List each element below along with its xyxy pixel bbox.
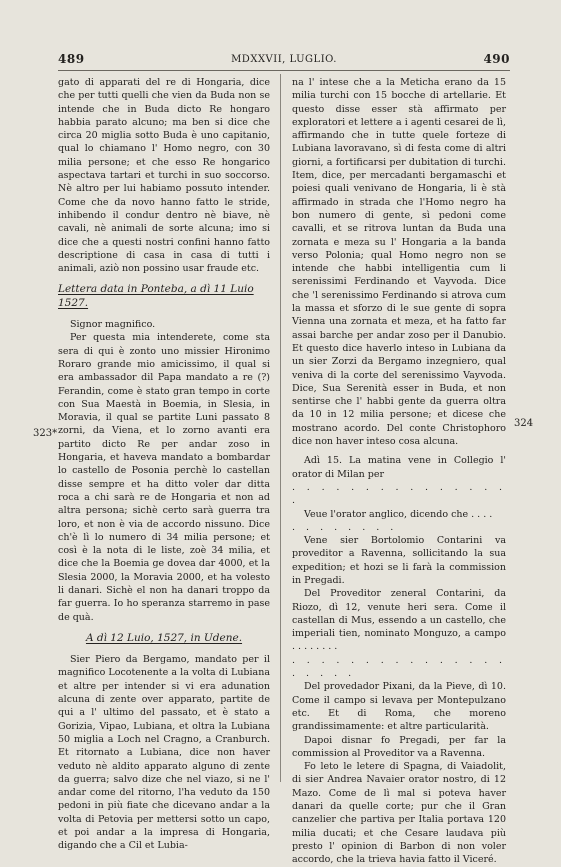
salutation: Signor magnifico.	[70, 319, 156, 331]
paragraph: Sier Piero da Bergamo, mandato per il magnifico Locotenente a la volta di Lubiana et altre per intender si vi era adunation alcuna di zente over apparato, partite de qui a l' ultimo del passato, et è stato a Gorizia, Vipao, Lubiana, et oltra la Lubiana 50 miglia a Loch nel Cragno, a Cranburch. Et ritornato a Lubiana, dice non haver veduto nè aldito apparato alguno di zente da guerra; salvo dize che nel viazo, si ne l' andar come del ritorno, l'ha veduto da 150 pedoni in più fiate che dicevano andar a la volta di Petovia per mettersi sotto un capo, et poi andar a la impresa di Hongaria, digando che a Cil et Lubia-	[58, 654, 270, 852]
diary-entry: Del Proveditor zeneral Contarini, da Riozo, dì 12, venute heri sera. Come il castellan di Mus, essendo a un castello, che imperiali tien, nominato Monguzo, a campo . . . . . . . .	[292, 588, 506, 653]
paragraph: Per questa mia intenderete, come sta sera di qui è zonto uno missier Hironimo Roraro grande mio amicissimo, il qual si era ambassador dil Papa mandato a re (?) Ferandin, come è stato gran tempo in corte con Sua Maestà in Boemia, in Slesia, in Moravia, il qual se partite Luni passato 8 zorni, da Viena, et lo zorno avanti era partito dicto Re per andar zoso in Hongaria, et haveva mandato a bombardar lo castello de Posonia perchè lo castellan disse sempre et ha ditto voler dar ditta roca a chi sarà re de Hongaria et non ad altra persona; sichè certo sarà guerra tra loro, et non è via de accordo nissuno. Dice ch'è lì lo numero di 34 milia persone; et così è la nota di le liste, zoè 34 milia, et dice che la Boemia ge dovea dar 4000, et la Slesia 2000, la Moravia 2000, et ha volesto li danari. Sichè el non ha danari troppo da far guerra. Io ho speranza starremo in pase de quà.	[58, 332, 270, 623]
paragraph: gato di apparati del re di Hongaria, dice che per tutti quelli che vien da Buda non se intende che in Buda dicto Re hongaro habbia parato alcuno; ma ben si dice che circa 20 miglia sotto Buda è uno capitanio, qual lo chiamano l' Homo negro, con 30 milia persone; et che esso Re hongarico aspectava tartari et turchi in suo soccorso. Nè altro per lui habiamo possuto intender. Come che da novo hanno fatto le stride, inhibendo il condur dentro nè biave, nè cavali, nè animali de sorte alcuna; imo si dice che a questi nostri confini hanno fatto descriptione di casa in casa di tutti i animali, aziò non possino usar fraude etc.	[58, 77, 270, 275]
diary-entry: Del provedador Pixani, da la Pieve, dì 10. Come il campo si levava per Montepulzano etc. Et di Roma, che moreno grandissimamente: et altre particularità.	[292, 681, 506, 733]
header-rule	[58, 70, 510, 71]
letter-heading: A dì 12 Luio, 1527, in Udene.	[85, 631, 243, 644]
ellipsis-line: . . . . . . . . . . . . . . . .	[292, 481, 506, 507]
running-header	[58, 52, 510, 68]
right-column	[292, 76, 506, 867]
diary-entry: Adì 15. La matina vene in Collegio l' orator di Milan per	[292, 455, 506, 480]
letter-heading: Lettera data in Ponteba, a dì 11 Luio 1527.	[58, 283, 254, 309]
paragraph: na l' intese che a la Meticha erano da 15 milia turchi con 15 bocche di artellarie. Et questo disse esser stà affirmato per exploratori et lettere a i agenti cesarei de lì, affirmando che in tutte quele forteze di Lubiana lavoravano, sì di festa come di altri giorni, a fortificarsi per dubitation di turchi. Item, dice, per mercadanti bergamaschi et poiesi quali venivano de Hongaria, li è stà affirmado in strada che l'Homo negro ha bon numero di gente, sì pedoni come cavalli, et se ritrova luntan da Buda una zornata e meza su l' Hongaria a la banda verso Polonia; qual Homo negro non se intende che habbi intelligentia cum li serenissimi Ferdinando et Vayvoda. Dice che 'l serenissimo Ferdinando si atrova cum la massa et sforzo di le sue gente di sopra Vienna una zornata et meza, et ha fatto far assai barche per andar zoso per il Danubio. Et questo dice haverlo inteso in Lubiana da un sier Zorzi da Bergamo inzegniero, qual veniva di la corte del serenissimo Vayvoda. Dice, Sua Serenità esser in Buda, et non sentirse che l' habbi gente da guerra oltra da 10 in 12 milia persone; et dicese che mostrano acordo. Del conte Christophoro dice non haver inteso cosa alcuna.	[292, 77, 506, 448]
paragraph: Fo leto le letere di Spagna, di Vaiadolit, di sier Andrea Navaier orator nostro, di 12 Mazo. Come de lì mal si poteva haver danari da quelle corte; pur che il Gran canzelier che partiva per Italia portava 120 milia ducati; et che Cesare laudava più presto l' opinion di Barbon di non voler accordo, che la trieva havia fatto il Viceré.	[292, 761, 506, 866]
ellipsis-line: . . . . . . . .	[292, 521, 398, 533]
margin-number-left: 323*	[33, 428, 58, 439]
diary-entry: Veue l'orator anglico, dicendo che . . . .	[304, 508, 493, 520]
running-title: MDXXVII, LUGLIO.	[231, 54, 337, 65]
paragraph: Dapoi disnar fo Pregadi, per far la commission al Proveditor va a Ravenna.	[292, 734, 506, 759]
ellipsis-line: . . . . . . . . . . . . . . . . . . . .	[292, 654, 506, 680]
margin-number-right: 324	[514, 418, 534, 429]
column-divider	[280, 74, 281, 782]
left-column	[58, 76, 270, 853]
paragraph: Vene sier Bortolomio Contarini va proveditor a Ravenna, sollicitando la sua expedition; et hozi se li farà la commission in Pregadi.	[292, 535, 506, 586]
page-number-left: 489	[58, 52, 85, 66]
page-number-right: 490	[483, 52, 510, 66]
